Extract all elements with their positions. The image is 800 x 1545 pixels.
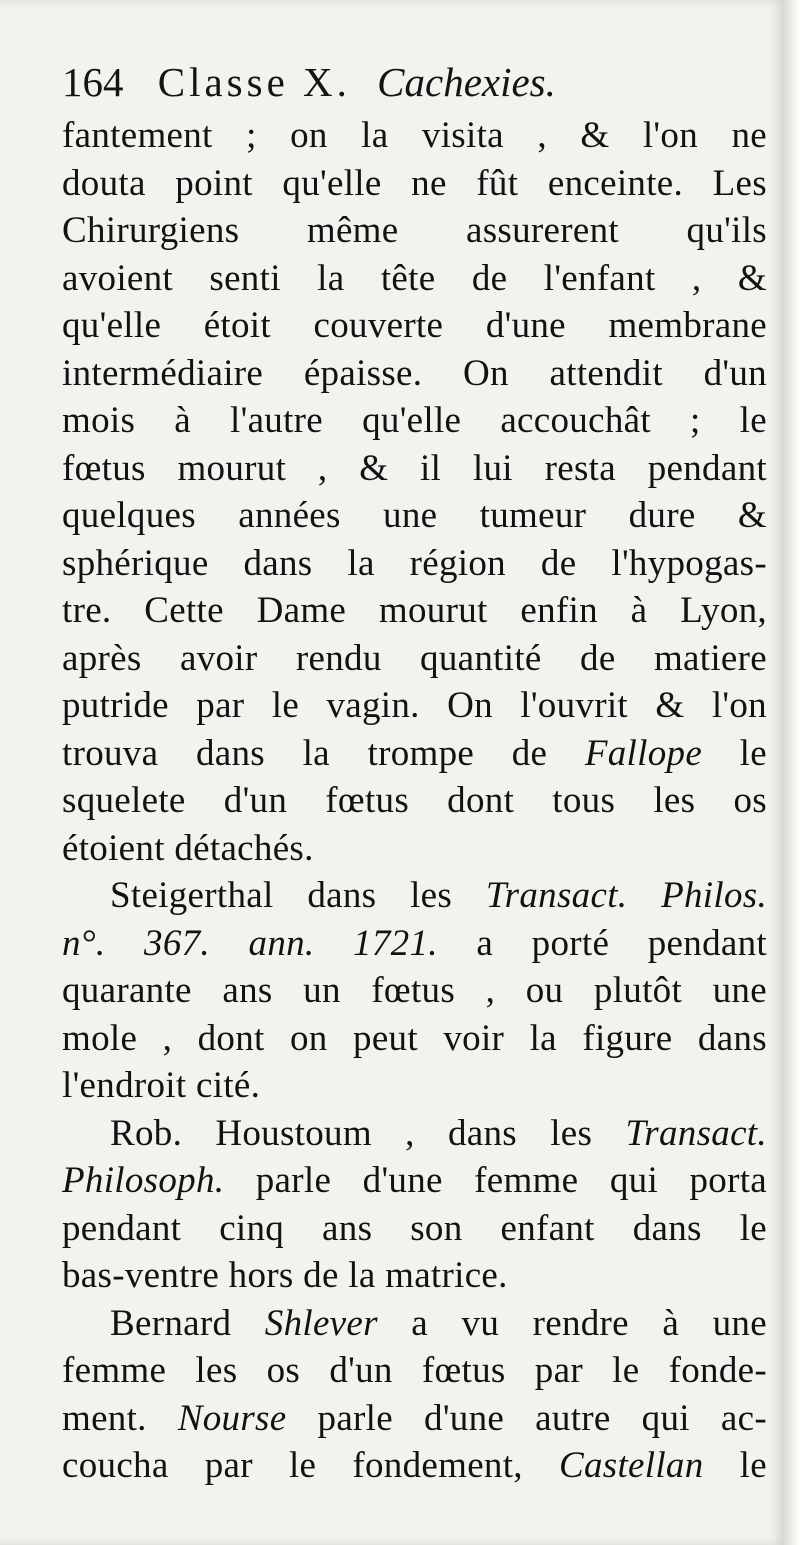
text-line: putride par le vagin. On l'ouvrit & l'on bbox=[62, 685, 767, 726]
text-line: ment. Nourse parle d'une autre qui ac- bbox=[62, 1397, 767, 1439]
text-line: douta point qu'elle ne fût enceinte. Les bbox=[62, 162, 767, 204]
text-line: fœtus mourut , & il lui resta pendant bbox=[62, 447, 767, 489]
text-line: mole , dont on peut voir la figure dans bbox=[62, 1017, 767, 1059]
text-line: après avoir rendu quantité de matiere bbox=[62, 637, 767, 679]
text-line: Philosoph. parle d'une femme qui porta bbox=[62, 1160, 767, 1201]
text-line: Rob. Houstoum , dans les Transact. bbox=[110, 1112, 767, 1154]
text-line: femme les os d'un fœtus par le fonde- bbox=[62, 1350, 768, 1391]
text-line: avoient senti la tête de l'enfant , & bbox=[62, 257, 767, 299]
text-line: mois à l'autre qu'elle accouchât ; le bbox=[62, 400, 767, 441]
text-line: quarante ans un fœtus , ou plutôt une bbox=[62, 970, 767, 1011]
page-header bbox=[62, 52, 762, 112]
class-title: Classe X. bbox=[157, 59, 351, 105]
page-edge bbox=[784, 0, 800, 1545]
text-line: squelete d'un fœtus dont tous les os bbox=[62, 780, 767, 821]
text-line: qu'elle étoit couverte d'une membrane bbox=[62, 305, 767, 346]
text-line: quelques années une tumeur dure & bbox=[62, 495, 767, 536]
text-line: tre. Cette Dame mourut enfin à Lyon, bbox=[62, 590, 767, 631]
text-line: l'endroit cité. bbox=[62, 1065, 261, 1106]
text-line: sphérique dans la région de l'hypogas- bbox=[62, 542, 767, 584]
running-title: Cachexies. bbox=[377, 59, 556, 105]
page-number: 164 bbox=[62, 59, 124, 105]
text-line: Steigerthal dans les Transact. Philos. bbox=[110, 875, 767, 916]
text-line: étoient détachés. bbox=[62, 827, 314, 869]
text-line: trouva dans la trompe de Fallope le bbox=[62, 732, 767, 774]
body-text bbox=[62, 112, 767, 1490]
text-line: bas-ventre hors de la matrice. bbox=[62, 1255, 508, 1296]
text-line: n°. 367. ann. 1721. a porté pendant bbox=[62, 922, 767, 964]
text-line: intermédiaire épaisse. On attendit d'un bbox=[62, 352, 767, 394]
text-line: coucha par le fondement, Castellan le bbox=[62, 1445, 767, 1486]
text-line: fantement ; on la visita , & l'on ne bbox=[62, 115, 767, 156]
text-line: Chirurgiens même assurerent qu'ils bbox=[62, 210, 767, 251]
text-line: pendant cinq ans son enfant dans le bbox=[62, 1207, 767, 1249]
text-line: Bernard Shlever a vu rendre à une bbox=[110, 1302, 767, 1344]
